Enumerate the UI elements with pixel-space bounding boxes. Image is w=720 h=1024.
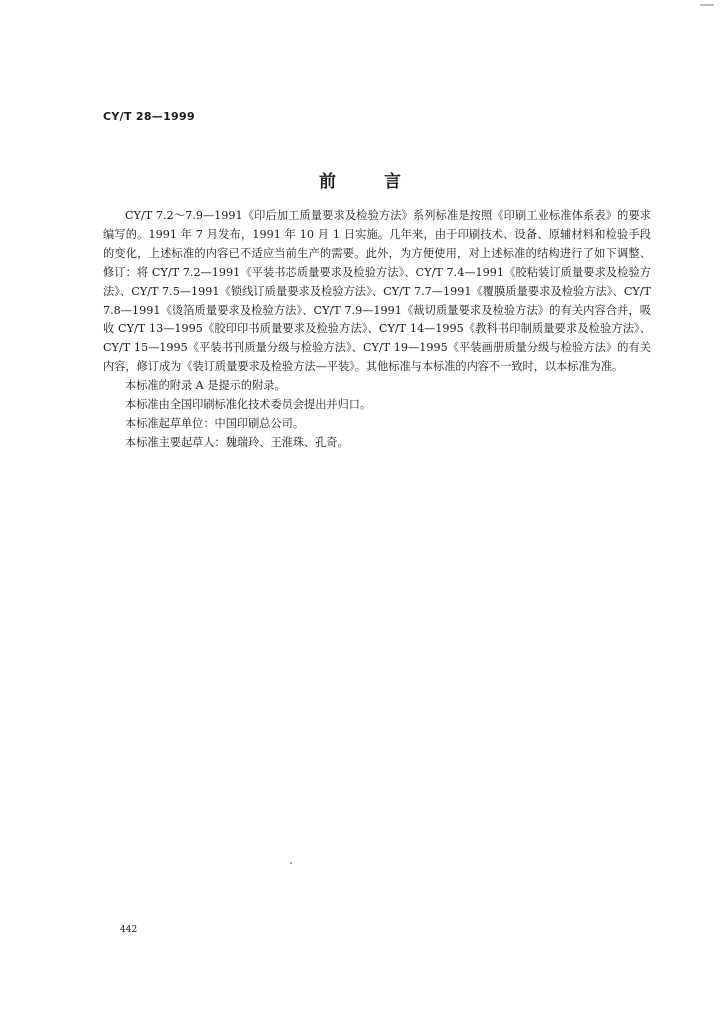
standard-number: CY/T 28—1999	[103, 110, 195, 123]
scan-speck	[700, 4, 714, 6]
paragraph-1: CY/T 7.2～7.9—1991《印后加工质量要求及检验方法》系列标准是按照《印刷工业标准体系表》的要求编写的。1991 年 7 月发布，1991 年 10 月 1 日实施。几年来，由于印刷技术、设备、原辅材料和检验手段的变化，上述标准的内容已不适应当前生产的需要。此外，为方便使用，对上述标准的结构进行了如下调整、修订：将 CY/T 7.2—1991《平装书芯质量要求及检验方法》、CY/T 7.4—1991《胶粘装订质量要求及检验方法》、CY/T 7.5—1991《锁线订质量要求及检验方法》、CY/T 7.7—1991《覆膜质量要求及检验方法》、CY/T 7.8—1991《烫箔质量要求及检验方法》、CY/T 7.9—1991《裁切质量要求及检验方法》的有关内容合并，吸收 CY/T 13—1995《胶印印书质量要求及检验方法》、CY/T 14—1995《教科书印制质量要求及检验方法》、CY/T 15—1995《平装书刊质量分级与检验方法》、CY/T 19—1995《平装画册质量分级与检验方法》的有关内容，修订成为《装订质量要求及检验方法—平装》。其他标准与本标准的内容不一致时，以本标准为准。	[103, 209, 651, 374]
body-text	[103, 207, 651, 453]
paragraph-4: 本标准起草单位：中国印刷总公司。	[125, 416, 305, 430]
paragraph-3: 本标准由全国印刷标准化技术委员会提出并归口。	[125, 398, 372, 412]
page-number: 442	[120, 925, 138, 935]
paragraph-2: 本标准的附录 A 是提示的附录。	[125, 379, 286, 393]
paragraph-5: 本标准主要起草人：魏瑞玲、王淮珠、孔奇。	[125, 435, 349, 449]
page-title: 前言	[319, 172, 449, 192]
scan-speck	[290, 862, 292, 864]
